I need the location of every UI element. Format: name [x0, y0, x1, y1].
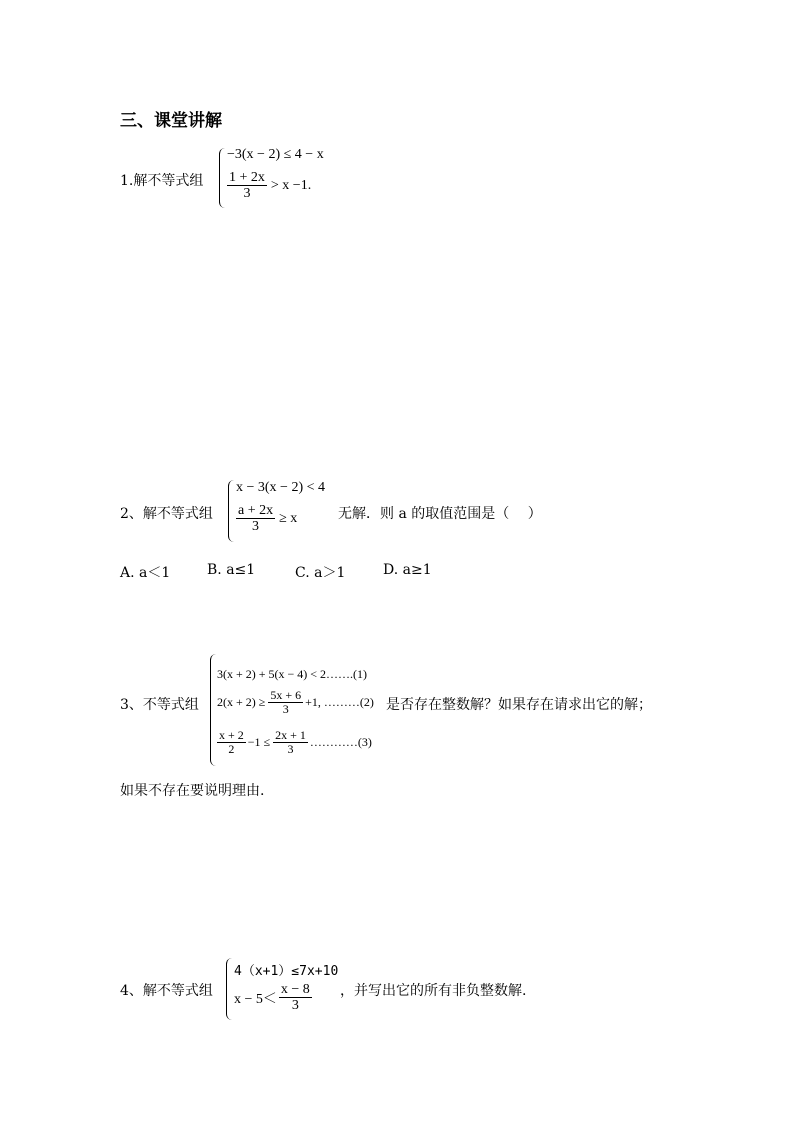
q3-inequality-1: 3(x + 2) + 5(x − 4) < 2…….(1) — [217, 667, 368, 681]
q1-inequality-2 — [227, 170, 311, 202]
q3-fraction-2 — [268, 689, 303, 716]
q3-fraction-3a-numerator: x + 2 — [219, 728, 244, 742]
q4-inequality-2 — [234, 982, 312, 1014]
q1-label: 1.解不等式组 — [120, 173, 204, 189]
q1-fraction-denominator: 3 — [243, 186, 251, 202]
q4-tail-text: ，并写出它的所有非负整数解. — [340, 983, 527, 999]
q3-fraction-2-denominator: 3 — [282, 702, 289, 717]
q3-fraction-3b-denominator: 3 — [287, 742, 294, 757]
q2-fraction — [236, 503, 275, 535]
q3-inequality-3-mid: −1 ≤ — [247, 735, 271, 750]
q4-fraction-denominator: 3 — [291, 998, 299, 1014]
q1-inequality-2-rest: > x −1. — [270, 177, 312, 193]
q4-fraction — [279, 982, 312, 1014]
q1-fraction — [227, 170, 267, 202]
q2-label: 2、解不等式组 — [120, 506, 213, 522]
q3-inequality-3-right: …………(3) — [309, 735, 372, 750]
q2-option-a: A. a＜1 — [120, 565, 171, 581]
q2-option-d: D. a≥1 — [383, 562, 432, 578]
q3-fraction-3a-denominator: 2 — [228, 742, 235, 757]
q2-inequality-1: x − 3(x − 2) < 4 — [236, 480, 326, 495]
q1-inequality-1: −3(x − 2) ≤ 4 − x — [227, 147, 324, 162]
q3-inequality-3 — [217, 729, 372, 756]
q2-inequality-2-rest: ≥ x — [279, 510, 298, 526]
q4-inequality-2-left: x − 5＜ — [234, 991, 277, 1007]
q3-inequality-2-right: +1, ………(2) — [305, 695, 374, 710]
q3-fraction-3a — [217, 729, 246, 756]
q3-label: 3、不等式组 — [120, 697, 199, 713]
q4-label: 4、解不等式组 — [120, 983, 213, 999]
q3-fraction-3b — [273, 729, 308, 756]
q3-inequality-2-left: 2(x + 2) ≥ — [217, 695, 266, 710]
q4-brace — [226, 958, 233, 1020]
q3-brace — [210, 654, 217, 766]
q2-option-b: B. a≤1 — [207, 562, 256, 578]
section-title: 三、课堂讲解 — [120, 111, 222, 131]
q2-inequality-2 — [236, 503, 297, 535]
q3-second-line: 如果不存在要说明理由. — [120, 783, 265, 799]
q2-option-c: C. a＞1 — [295, 565, 346, 581]
q1-brace — [219, 148, 226, 208]
q4-fraction-numerator: x − 8 — [280, 982, 310, 997]
q2-fraction-denominator: 3 — [252, 519, 260, 535]
q2-fraction-numerator: a + 2x — [238, 503, 274, 518]
q4-inequality-1: 4（x+1）≤7x+10 — [234, 964, 339, 979]
q2-tail-text: 无解．则 a 的取值范围是（ ） — [338, 506, 542, 522]
q2-brace — [228, 480, 235, 542]
q3-fraction-3b-numerator: 2x + 1 — [275, 728, 306, 742]
q3-tail-text: 是否存在整数解？如果存在请求出它的解； — [386, 697, 652, 713]
q1-fraction-numerator: 1 + 2x — [229, 170, 265, 185]
q3-inequality-2 — [217, 689, 374, 716]
q3-fraction-2-numerator: 5x + 6 — [270, 688, 302, 702]
